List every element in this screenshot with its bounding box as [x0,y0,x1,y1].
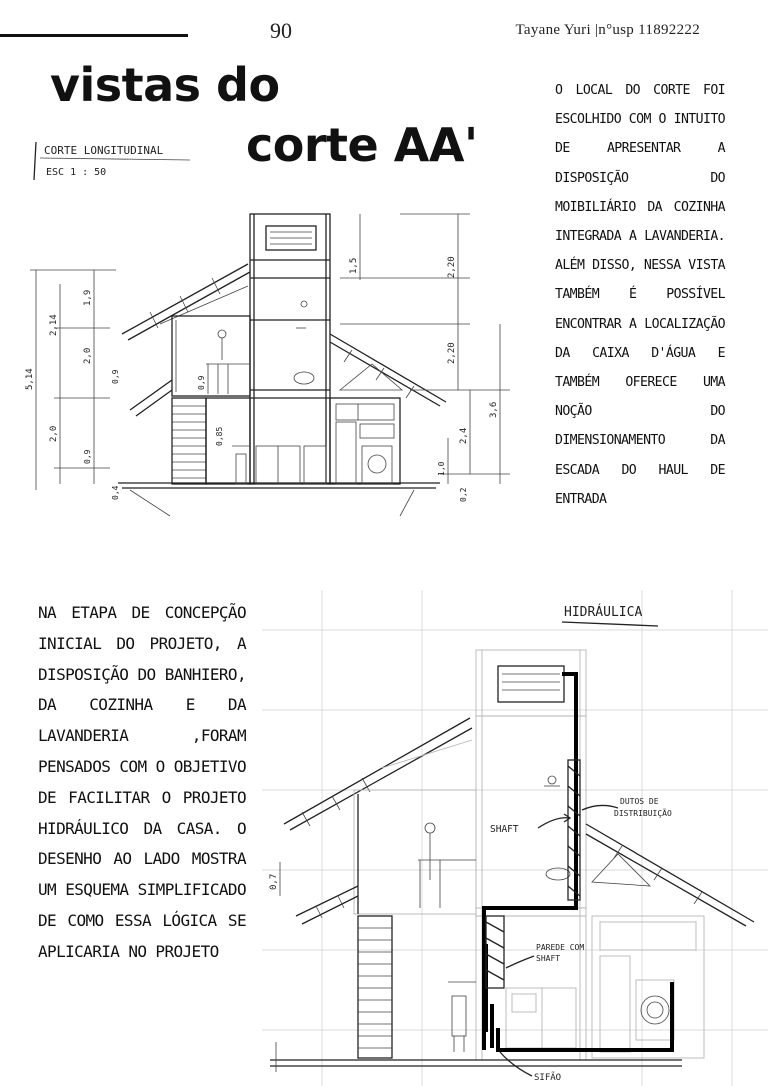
dim-right-5: 2,4 [459,427,469,444]
hydraulic-description: NA ETAPA DE CONCEPÇÃO INICIAL DO PROJETO, A DISPOSIÇÃO DO BANHIERO, DA COZINHA E DA LAVANDERIA ,FORAM PENSADOS COM O OBJETIVO DE FACILITAR O PROJETO HIDRÁULICO DA CASA. O DESENHO AO LADO MOSTRA UM ESQUEMA SIMPLIFICADO DE COMO ESSA LÓGICA SE APLICARIA NO PROJETO [38,603,246,961]
dim-left-6: 2,0 [49,425,59,442]
longitudinal-section-drawing [0,128,520,520]
dim-left-5: 0,9 [111,369,120,384]
page-title-line-1: vistas do [50,58,280,112]
dim-left-7: 0,9 [83,449,92,464]
section-label: CORTE LONGITUDINAL [44,144,164,157]
dim-right-4: 3,6 [489,401,499,418]
dim-right-1: 1,5 [349,257,359,274]
author-credit: Tayane Yuri |n°usp 11892222 [515,22,700,38]
hydraulic-dimension: 0,7 [269,873,279,890]
dim-interior-2: 0,85 [215,426,224,446]
section-scale: ESC 1 : 50 [46,167,107,178]
label-bracket [34,142,36,180]
dim-right-2: 2,20 [447,256,457,278]
page-number: 90 [270,18,292,43]
dim-left-4: 2,0 [83,347,93,364]
dim-right-7: 0,2 [459,487,468,502]
dim-right-3: 2,20 [447,342,457,364]
dim-left-3: 1,9 [83,289,93,306]
dim-left-8: 0,4 [111,485,120,500]
hydraulic-title: HIDRÁULICA [564,605,643,620]
dim-right-6: 1,0 [437,461,446,476]
dim-interior-1: 0,9 [197,375,206,390]
label-ducts: DUTOS DE DISTRIBUIÇÃO [614,797,672,818]
label-siphon: SIFÃO [534,1073,562,1083]
label-shaft: SHAFT [490,824,519,835]
dim-left-1: 5,14 [25,368,35,390]
header-rule [0,34,188,37]
hydraulic-drawing [262,590,768,1086]
dim-left-2: 2,14 [49,314,59,336]
label-wall-shaft: PAREDE COM SHAFT [536,943,585,963]
page-title-line-2: corte AA' [246,118,478,172]
section-description: O LOCAL DO CORTE FOI ESCOLHIDO COM O INTUITO DE APRESENTAR A DISPOSIÇÃO DO MOIBILIÁRIO DA COZINHA INTEGRADA A LAVANDERIA. ALÉM DISSO, NESSA VISTA TAMBÉM É POSSÍVEL ENCONTRAR A LOCALIZAÇÃO DA CAIXA D'ÁGUA E TAMBÉM OFERECE UMA NOÇÃO DO DIMENSIONAMENTO DA ESCADA DO HAUL DE ENTRADA [555,83,725,507]
